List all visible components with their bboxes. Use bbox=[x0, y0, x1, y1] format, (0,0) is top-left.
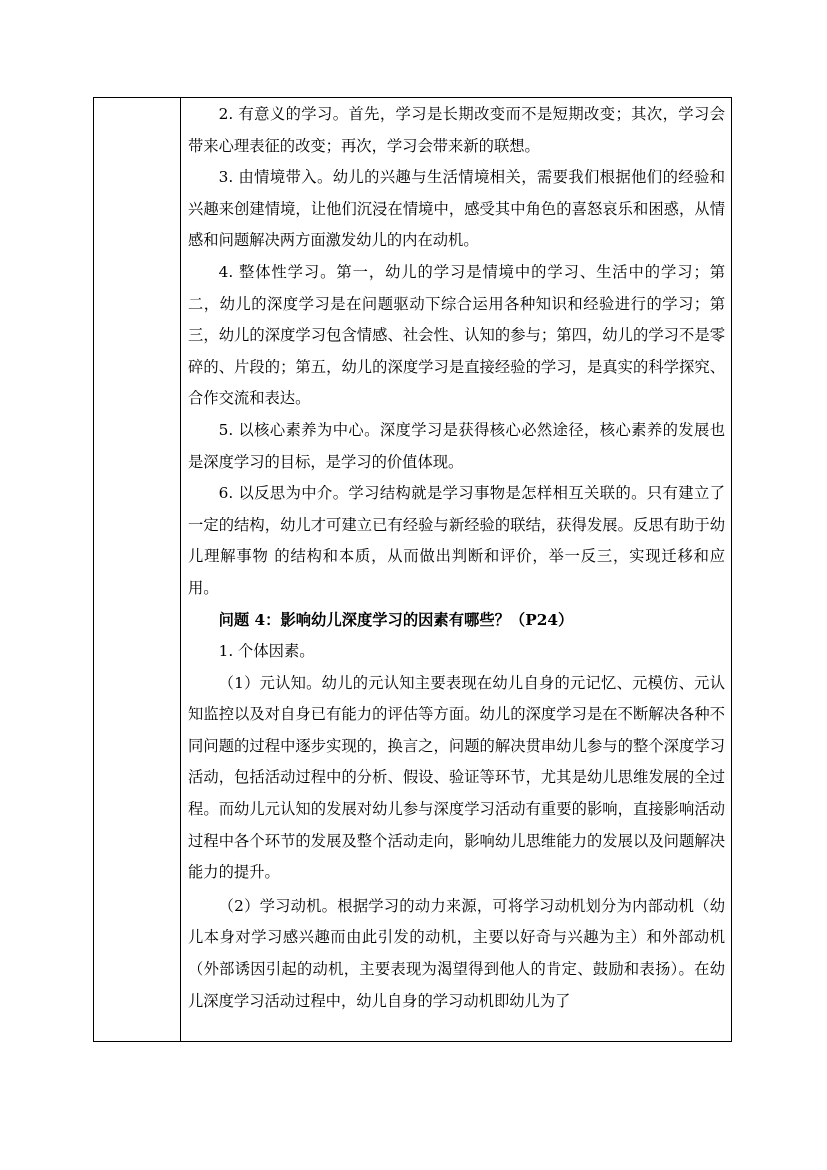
paragraph-holistic-learning: 4. 整体性学习。第一，幼儿的学习是情境中的学习、生活中的学习；第二，幼儿的深度学习是在问题驱动下综合运用各种知识和经验进行的学习；第三，幼儿的深度学习包含情感、社会性、认知的参与；第四，幼儿的学习不是零碎的、片段的；第五，幼儿的深度学习是直接经验的学习，是真实的科学探究、合作交流和表达。 bbox=[188, 262, 725, 408]
paragraph-core-literacy: 5. 以核心素养为中心。深度学习是获得核心必然途径，核心素养的发展也是深度学习的目标，是学习的价值体现。 bbox=[188, 420, 725, 471]
table-right-cell bbox=[181, 98, 731, 1041]
paragraph-motivation: （2）学习动机。根据学习的动力来源，可将学习动机划分为内部动机（幼儿本身对学习感兴趣而由此引发的动机，主要以好奇与兴趣为主）和外部动机（外部诱因引起的动机，主要表现为渴望得到他人的肯定、鼓励和表扬）。在幼儿深度学习活动过程中，幼儿自身的学习动机即幼儿为了 bbox=[188, 896, 725, 1010]
paragraph-meaningful-learning: 2. 有意义的学习。首先，学习是长期改变而不是短期改变；其次，学习会带来心理表征的改变；再次，学习会带来新的联想。 bbox=[188, 105, 725, 155]
content-table bbox=[93, 97, 732, 1042]
paragraph-individual-factors: 1. 个体因素。 bbox=[218, 642, 315, 661]
paragraph-situation: 3. 由情境带入。幼儿的兴趣与生活情境相关，需要我们根据他们的经验和兴趣来创建情境，让他们沉浸在情境中，感受其中角色的喜怒哀乐和困惑，从情感和问题解决两方面激发幼儿的内在动机。 bbox=[188, 168, 725, 250]
table-left-cell bbox=[94, 98, 181, 1041]
paragraph-metacognition: （1）元认知。幼儿的元认知主要表现在幼儿自身的元记忆、元模仿、元认知监控以及对自身已有能力的评估等方面。幼儿的深度学习是在不断解决各种不同问题的过程中逐步实现的，换言之，问题的解决贯串幼儿参与的整个深度学习活动，包括活动过程中的分析、假设、验证等环节，尤其是幼儿思维发展的全过程。而幼儿元认知的发展对幼儿参与深度学习活动有重要的影响，直接影响活动过程中各个环节的发展及整个活动走向，影响幼儿思维能力的发展以及问题解决能力的提升。 bbox=[188, 673, 725, 882]
question-heading: 问题 4：影响幼儿深度学习的因素有哪些？（P24） bbox=[218, 610, 574, 629]
paragraph-reflection: 6. 以反思为中介。学习结构就是学习事物是怎样相互关联的。只有建立了一定的结构，幼儿才可建立已有经验与新经验的联结，获得发展。反思有助于幼儿理解事物 的结构和本质，从而做出判断和评价，举一反三，实现迁移和应用。 bbox=[188, 484, 725, 597]
